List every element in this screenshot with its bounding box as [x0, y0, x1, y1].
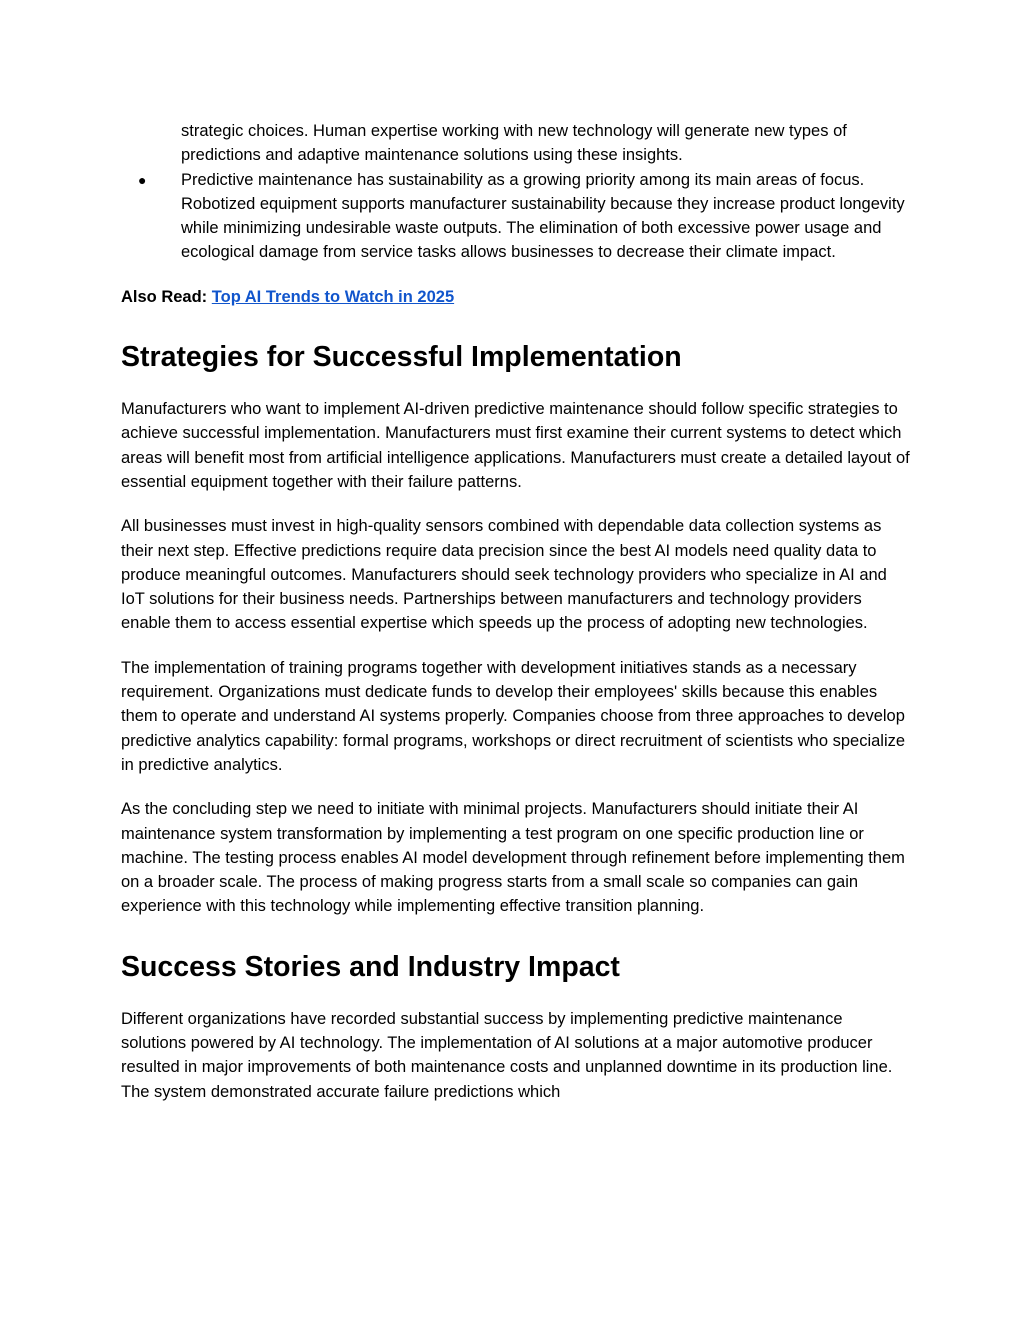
bullet-dot-icon: ●: [138, 171, 147, 188]
paragraph: The implementation of training programs together with development initiatives stands as a necessary requirement. Organizations must dedicate funds to develop their employees' skills because this enables them to operate and understand AI systems properly. Companies choose from three approaches to develop predictive analytics capability: formal programs, workshops or direct recruitment of scientists who specialize in predictive analytics.: [121, 658, 906, 774]
bullet-item-sustainability: [121, 168, 911, 265]
paragraph: All businesses must invest in high-quality sensors combined with dependable data collection systems as their next step. Effective predictions require data precision since the best AI models need quality data to produce meaningful outcomes. Manufacturers should seek technology providers who specialize in AI and IoT solutions for their business needs. Partnerships between manufacturers and technology providers enable them to access essential expertise which speeds up the process of adopting new technologies.: [121, 517, 887, 633]
section-heading-strategies: Strategies for Successful Implementation: [121, 341, 682, 374]
also-read-link[interactable]: Top AI Trends to Watch in 2025: [211, 287, 455, 306]
paragraph: As the concluding step we need to initiate with minimal projects. Manufacturers should initiate their AI maintenance system transformation by implementing a test program on one specific production line or machine. The testing process enables AI model development through refinement before implementing them on a broader scale. The process of making progress starts from a small scale so companies can gain experience with this technology while implementing effective transition planning.: [121, 800, 905, 916]
section-heading-success-stories: Success Stories and Industry Impact: [121, 950, 620, 983]
paragraph: Different organizations have recorded substantial success by implementing predictive maintenance solutions powered by AI technology. The implementation of AI solutions at a major automotive producer resulted in major improvements of both maintenance costs and unplanned downtime in its production line. The system demonstrated accurate failure predictions which: [121, 1009, 893, 1101]
bullet-text: Predictive maintenance has sustainability as a growing priority among its main areas of focus. Robotized equipment supports manufacturer sustainability because they increase product longevity while minimizing undesirable waste outputs. The elimination of both excessive power usage and ecological damage from service tasks allows businesses to decrease their climate impact.: [181, 170, 905, 262]
bullet-item-continued: [121, 119, 911, 168]
also-read-label: Also Read:: [121, 287, 208, 306]
paragraph: Manufacturers who want to implement AI-driven predictive maintenance should follow specific strategies to achieve successful implementation. Manufacturers must first examine their current systems to detect which areas will benefit most from artificial intelligence applications. Manufacturers must create a detailed layout of essential equipment together with their failure patterns.: [121, 400, 910, 491]
bullet-list: [121, 119, 911, 265]
document-page: [121, 119, 911, 1124]
bullet-text: strategic choices. Human expertise working with new technology will generate new types of predictions and adaptive maintenance solutions using these insights.: [181, 122, 847, 165]
also-read-line: [121, 285, 911, 309]
